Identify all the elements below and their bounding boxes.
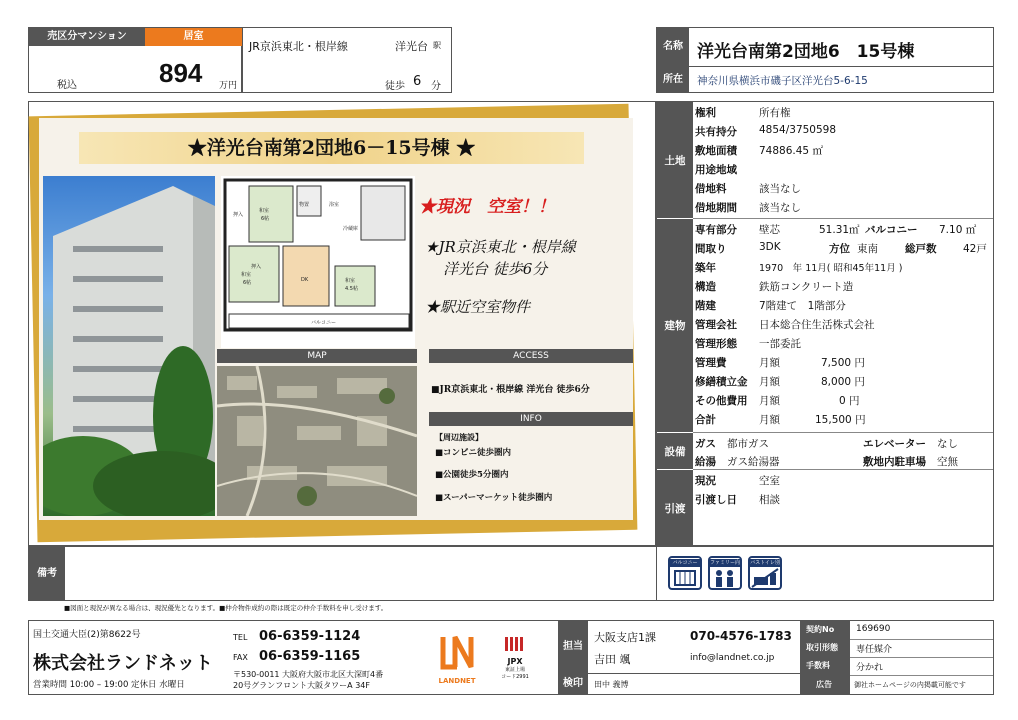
walk-minutes: 6 xyxy=(413,74,422,89)
fee-label: 管理費 xyxy=(695,357,727,369)
staff-phone: 070-4576-1783 xyxy=(690,629,792,643)
svg-text:浴室: 浴室 xyxy=(329,202,340,208)
handover-rows xyxy=(695,470,993,546)
parking-value: 空無 xyxy=(937,456,958,468)
floors-label: 階建 xyxy=(695,300,716,312)
property-name: 洋光台南第2団地6 15号棟 xyxy=(697,42,915,62)
deal-key: 広告 xyxy=(816,680,832,689)
building-section-label: 建物 xyxy=(657,219,693,432)
fee-value: 7,500 円 xyxy=(821,357,865,369)
land-value: 74886.45 ㎡ xyxy=(759,145,823,157)
svg-text:押入: 押入 xyxy=(233,212,244,218)
check-label: 検印 xyxy=(558,673,588,695)
balcony-icon: バルコニー xyxy=(668,556,702,590)
mgmt-co-label: 管理会社 xyxy=(695,319,737,331)
tel-number: 06-6359-1124 xyxy=(259,629,361,644)
access-header: ACCESS xyxy=(429,349,633,363)
landnet-logo xyxy=(435,633,479,689)
fee-value: 8,000 円 xyxy=(821,376,865,388)
svg-text:DK: DK xyxy=(301,277,309,283)
structure-value: 鉄筋コンクリート造 xyxy=(759,281,854,293)
flyer-panel xyxy=(28,101,656,546)
type-label: 売区分マンション xyxy=(29,28,145,46)
map-header: MAP xyxy=(217,349,417,363)
svg-text:バルコニー: バルコニー xyxy=(311,320,337,326)
deal-box xyxy=(801,620,994,695)
status-label: 居室 xyxy=(145,28,242,46)
land-key: 借地料 xyxy=(695,183,727,195)
svg-text:物置: 物置 xyxy=(299,202,310,208)
exclusive-area: 51.31㎡ xyxy=(819,224,860,236)
land-value: 所有権 xyxy=(759,107,791,119)
line-name: JR京浜東北・根岸線 xyxy=(249,40,348,53)
company-address-2: 20号グランフロント大阪タワーA 34F xyxy=(233,681,370,690)
deal-value: 分かれ xyxy=(856,663,884,673)
jpx-text: JPX xyxy=(507,657,523,666)
detail-table xyxy=(656,101,994,546)
svg-text:6帖: 6帖 xyxy=(261,216,270,222)
svg-text:押入: 押入 xyxy=(251,264,262,270)
elevator-value: なし xyxy=(937,438,958,450)
gas-label: ガス xyxy=(695,438,716,450)
jpx-sub: 東証上場 xyxy=(504,667,525,673)
fee-label: 合計 xyxy=(695,414,716,426)
staff-label: 担当 xyxy=(558,621,588,673)
info-item: ■スーパーマーケット徒歩圏内 xyxy=(435,493,553,503)
water-label: 給湯 xyxy=(695,456,716,468)
fee-period: 月額 xyxy=(759,376,780,388)
company-address-1: 〒530-0011 大阪府大阪市北区大深町4番 xyxy=(233,670,384,679)
elevator-label: エレベーター xyxy=(863,438,926,450)
address: 神奈川県横浜市磯子区洋光台5-6-15 xyxy=(697,75,868,87)
deal-key: 取引形態 xyxy=(806,643,838,652)
fee-value: 15,500 円 xyxy=(815,414,866,426)
units-value: 42戸 xyxy=(963,243,987,255)
jpx-logo xyxy=(497,635,533,691)
land-value: 4854/3750598 xyxy=(759,124,837,136)
current-value: 空室 xyxy=(759,475,780,487)
fax-label: FAX xyxy=(233,653,248,662)
tax-label: 税込 xyxy=(57,80,77,91)
access-text: ■JR京浜東北・根岸線 洋光台 徒歩6分 xyxy=(431,385,590,395)
remarks-row xyxy=(28,546,994,601)
walk-unit: 分 xyxy=(431,81,441,92)
land-key: 権利 xyxy=(695,107,716,119)
vacant-text: ★現況 空室！！ xyxy=(419,197,555,217)
price: 894 xyxy=(159,58,203,88)
land-key: 用途地域 xyxy=(695,164,737,176)
exclusive-label: 専有部分 xyxy=(695,224,737,236)
units-label: 総戸数 xyxy=(905,243,937,255)
land-key: 借地期間 xyxy=(695,202,737,214)
land-key: 共有持分 xyxy=(695,126,737,138)
deal-key: 契約No xyxy=(806,625,835,634)
footnote: ■図面と現況が異なる場合は、現況優先となります。■仲介物件成約の際は既定の仲介手数料を申し受けます。 xyxy=(64,604,388,612)
layout-label: 間取り xyxy=(695,243,727,255)
near-station: ★駅近空室物件 xyxy=(425,298,531,316)
svg-text:6帖: 6帖 xyxy=(243,280,252,286)
info-item: ■コンビニ徒歩圏内 xyxy=(435,448,512,458)
header-left xyxy=(28,27,242,93)
deal-key: 手数料 xyxy=(806,661,830,670)
mgmt-form-label: 管理形態 xyxy=(695,338,737,350)
built-value: 1970 年 11月( 昭和45年11月 ) xyxy=(759,263,903,274)
flyer-card xyxy=(39,118,633,520)
direction-label: 方位 xyxy=(829,243,850,255)
mgmt-form-value: 一部委託 xyxy=(759,338,801,350)
floors-value: 7階建て 1階部分 xyxy=(759,300,846,312)
handover-date-value: 相談 xyxy=(759,494,780,506)
fee-label: 修繕積立金 xyxy=(695,376,748,388)
family-icon: ファミリー向け xyxy=(708,556,742,590)
facilities-section-label: 設備 xyxy=(657,433,693,469)
license: 国土交通大臣(2)第8622号 xyxy=(33,630,141,640)
walk-label: 徒歩 xyxy=(385,81,405,92)
checker-name: 田中 義博 xyxy=(594,680,629,689)
building-illustration xyxy=(43,176,215,516)
land-value: 該当なし xyxy=(759,202,801,214)
fee-value: 0 円 xyxy=(839,395,860,407)
access-line2: 洋光台 徒歩6分 xyxy=(443,260,548,278)
layout-value: 3DK xyxy=(759,241,781,253)
landnet-logo-icon xyxy=(435,633,479,673)
jpx-mark-icon xyxy=(497,635,533,653)
building-rows xyxy=(695,219,993,432)
land-rows xyxy=(695,102,993,218)
floor-plan xyxy=(221,176,415,348)
svg-text:和室: 和室 xyxy=(259,208,270,214)
company-box xyxy=(28,620,585,695)
built-label: 築年 xyxy=(695,262,716,274)
contact-box xyxy=(558,620,801,695)
deal-value: 御社ホームページの内掲載可能です xyxy=(854,681,966,689)
staff-name: 吉田 颯 xyxy=(594,653,631,666)
parking-label: 敷地内駐車場 xyxy=(863,456,926,468)
handover-section-label: 引渡 xyxy=(657,470,693,546)
branch: 大阪支店1課 xyxy=(594,631,656,644)
map-image xyxy=(217,366,417,516)
deal-value: 専任媒介 xyxy=(856,645,893,655)
balcony-label: バルコニー xyxy=(865,224,918,236)
bath-toilet-icon: バストイレ別 xyxy=(748,556,782,590)
header-access xyxy=(242,27,452,93)
landnet-logo-text: LANDNET xyxy=(438,677,476,685)
tel-label: TEL xyxy=(233,633,248,642)
staff-email[interactable]: info@landnet.co.jp xyxy=(690,653,775,663)
flyer-banner: ★洋光台南第2団地6－15号棟 ★ xyxy=(79,132,584,164)
floor-plan-drawing xyxy=(221,176,415,348)
jpx-code: コード2991 xyxy=(501,674,529,680)
fee-period: 月額 xyxy=(759,357,780,369)
handover-date-label: 引渡し日 xyxy=(695,494,737,506)
fee-period: 月額 xyxy=(759,414,780,426)
map-drawing xyxy=(217,366,417,516)
remarks-label: 備考 xyxy=(29,547,65,600)
name-label: 名称 xyxy=(657,28,689,66)
exclusive-type: 壁芯 xyxy=(759,224,780,236)
gas-value: 都市ガス xyxy=(727,438,769,450)
water-value: ガス給湯器 xyxy=(727,456,780,468)
building-photo xyxy=(43,176,215,516)
facility-rows xyxy=(695,433,993,469)
svg-text:4.5帖: 4.5帖 xyxy=(345,286,358,292)
svg-text:和室: 和室 xyxy=(345,278,356,284)
fee-label: その他費用 xyxy=(695,395,748,407)
svg-text:冷蔵庫: 冷蔵庫 xyxy=(343,226,359,232)
land-value: 該当なし xyxy=(759,183,801,195)
address-label: 所在 xyxy=(657,66,689,93)
info-header: INFO xyxy=(429,412,633,426)
land-key: 敷地面積 xyxy=(695,145,737,157)
fee-period: 月額 xyxy=(759,395,780,407)
land-section-label: 土地 xyxy=(657,102,693,218)
header-name xyxy=(656,27,994,93)
station-suffix: 駅 xyxy=(433,41,441,50)
current-label: 現況 xyxy=(695,475,716,487)
price-unit: 万円 xyxy=(219,81,238,91)
structure-label: 構造 xyxy=(695,281,716,293)
business-hours: 営業時間 10:00 – 19:00 定休日 水曜日 xyxy=(33,680,185,690)
fax-number: 06-6359-1165 xyxy=(259,649,361,664)
mgmt-co-value: 日本総合住生活株式会社 xyxy=(759,319,875,331)
access-line1: ★JR京浜東北・根岸線 xyxy=(425,238,576,256)
company-name: 株式会社ランドネット xyxy=(33,653,213,674)
info-title: 【周辺施設】 xyxy=(435,432,483,442)
info-item: ■公園徒歩5分圏内 xyxy=(435,470,509,480)
station-name: 洋光台 xyxy=(395,40,428,53)
direction-value: 東南 xyxy=(857,243,878,255)
deal-value: 169690 xyxy=(856,624,891,634)
svg-text:和室: 和室 xyxy=(241,272,252,278)
balcony-area: 7.10 ㎡ xyxy=(939,224,977,236)
